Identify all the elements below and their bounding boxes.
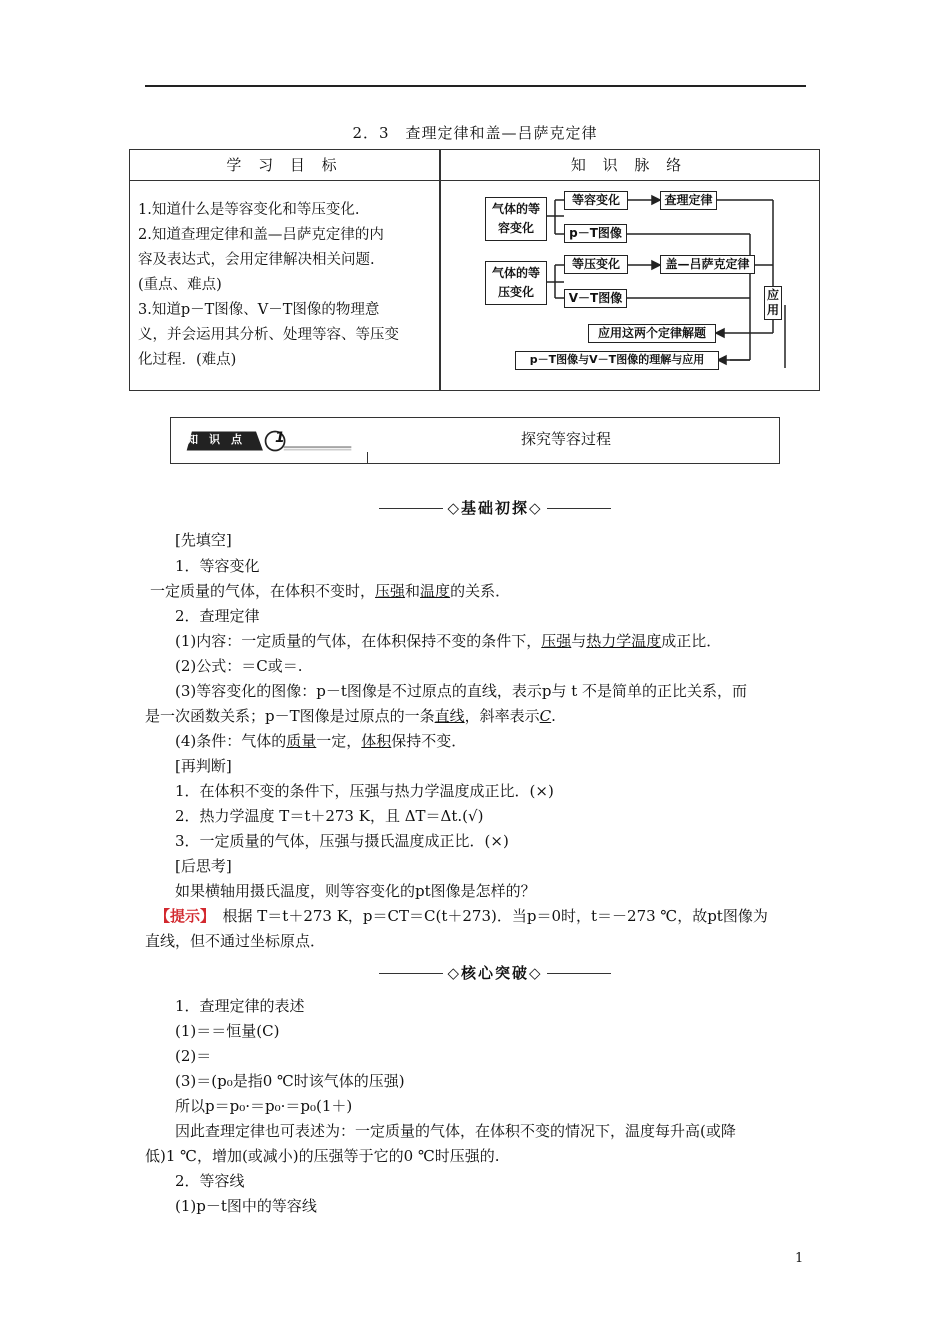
underlined-answer: 质量 (286, 732, 317, 750)
knowledge-point-title: 探究等容过程 (521, 430, 612, 448)
text-span: 成正比． (661, 632, 722, 650)
goal-line: (重点、难点) (138, 277, 222, 293)
goal-line: 2.知道查理定律和盖—吕萨克定律的内 (138, 227, 384, 243)
text-line (175, 630, 721, 651)
pt-graph-box: p－T图像 (564, 224, 627, 243)
text-line (175, 730, 466, 751)
text-line (155, 905, 768, 926)
banner-divider (367, 452, 368, 464)
box-label: 应 (766, 288, 779, 302)
goal-line: 化过程．(难点) (138, 352, 237, 368)
vt-graph-box: V－T图像 (564, 289, 627, 308)
apply-two-laws-box: 应用这两个定律解题 (588, 324, 716, 343)
text-span: 是一次函数关系；p－T图像是过原点的一条 (145, 707, 435, 725)
text-line: 2．等容线 (175, 1172, 245, 1190)
knowledge-point-label: 知 识 点 (187, 433, 242, 446)
charles-law-box: 查理定律 (660, 191, 717, 210)
text-span: 与 (571, 632, 587, 650)
isochoric-box: 等容变化 (564, 191, 628, 210)
text-line: 1．查理定律的表述 (175, 997, 305, 1015)
underlined-answer: 热力学温度 (586, 632, 662, 650)
text-line: 2．热力学温度 T＝t＋273 K，且 ΔT＝Δt.(√) (175, 807, 484, 825)
box-label: 用 (766, 303, 779, 317)
isobaric-box: 等压变化 (564, 255, 628, 274)
box-label: 气体的等 (491, 266, 540, 280)
underlined-answer: C (539, 707, 552, 725)
text-span: 一定质量的气体，在体积不变时， (150, 582, 376, 600)
text-line: 3．一定质量的气体，压强与摄氏温度成正比．(×) (175, 832, 509, 850)
hint-label: 【提示】 (155, 907, 208, 925)
text-line: [再判断] (175, 757, 232, 775)
page-title: 2．3 查理定律和盖—吕萨克定律 (352, 124, 598, 142)
box-label: 容变化 (497, 221, 534, 235)
text-line: 所以p＝p₀·＝p₀·＝p₀(1＋) (175, 1097, 353, 1115)
box-label: 气体的等 (491, 202, 540, 216)
objectives-table (129, 149, 820, 391)
text-line: 如果横轴用摄氏温度，则等容变化的pt图像是怎样的？ (175, 882, 536, 900)
text-span: 的关系． (450, 582, 511, 600)
text-span: 和 (405, 582, 421, 600)
knowledge-point-banner (170, 417, 780, 464)
text-line: (2)公式：＝C或＝. (175, 657, 303, 675)
underlined-answer: 温度 (420, 582, 451, 600)
text-line: 1．在体积不变的条件下，压强与热力学温度成正比．(×) (175, 782, 554, 800)
text-span: 根据 T＝t＋273 K，p＝CT＝C(t＋273)．当p＝0时，t＝－273 ℃，故pt图像为 (207, 907, 768, 925)
text-line: 直线，但不通过坐标原点． (145, 932, 326, 950)
graph-understanding-box: p－T图像与V－T图像的理解与应用 (515, 351, 719, 370)
text-line (145, 705, 556, 726)
text-span: 一定， (316, 732, 362, 750)
text-span: (4)条件：气体的 (175, 732, 287, 750)
text-line: (2)＝ (175, 1047, 212, 1065)
apply-box (764, 286, 782, 320)
text-span: (1)内容：一定质量的气体，在体积保持不变的条件下， (175, 632, 542, 650)
box-label: 压变化 (497, 285, 534, 299)
section-heading-basics: ◇基础初探◇ (365, 497, 625, 518)
text-span: 保持不变． (391, 732, 467, 750)
text-line: 因此查理定律也可表述为：一定质量的气体，在体积不变的情况下，温度每升高(或降 (175, 1122, 736, 1140)
text-line: (1)p－t图中的等容线 (175, 1197, 317, 1215)
text-line: (1)＝＝恒量(C) (175, 1022, 280, 1040)
text-line: 低)1 ℃，增加(或减小)的压强等于它的0 ℃时压强的. (145, 1147, 500, 1165)
goal-line: 义，并会运用其分析、处理等容、等压变 (138, 327, 399, 343)
goal-line: 3.知道p－T图像、V－T图像的物理意 (138, 302, 380, 318)
text-line: (3)等容变化的图像：p－t图像是不过原点的直线，表示p与 t 不是简单的正比关系，而 (175, 682, 748, 700)
section-heading-core: ◇核心突破◇ (365, 962, 625, 983)
text-line: 1．等容变化 (175, 557, 260, 575)
text-span: ，斜率表示 (464, 707, 540, 725)
page-number: 1 (795, 1251, 804, 1266)
text-line: [先填空] (175, 531, 232, 549)
goal-line: 1.知道什么是等容变化和等压变化. (138, 202, 360, 218)
text-line (150, 580, 510, 601)
header-rule (145, 85, 806, 87)
text-line: [后思考] (175, 857, 232, 875)
underlined-answer: 直线 (434, 707, 465, 725)
knowledge-point-number: 1 (275, 430, 285, 446)
gay-lussac-law-box: 盖—吕萨克定律 (660, 255, 755, 274)
text-span: . (551, 707, 556, 725)
const-pressure-box (485, 261, 547, 305)
text-line: 2．查理定律 (175, 607, 260, 625)
text-line: (3)＝(p₀是指0 ℃时该气体的压强) (175, 1072, 405, 1090)
knowledge-map-header: 知 识 脉 络 (570, 156, 688, 174)
const-volume-box (485, 197, 547, 241)
underlined-answer: 压强 (375, 582, 406, 600)
underlined-answer: 压强 (541, 632, 572, 650)
underlined-answer: 体积 (361, 732, 392, 750)
learning-goals-header: 学 习 目 标 (226, 156, 343, 174)
goal-line: 容及表达式，会用定律解决相关问题. (138, 252, 375, 268)
